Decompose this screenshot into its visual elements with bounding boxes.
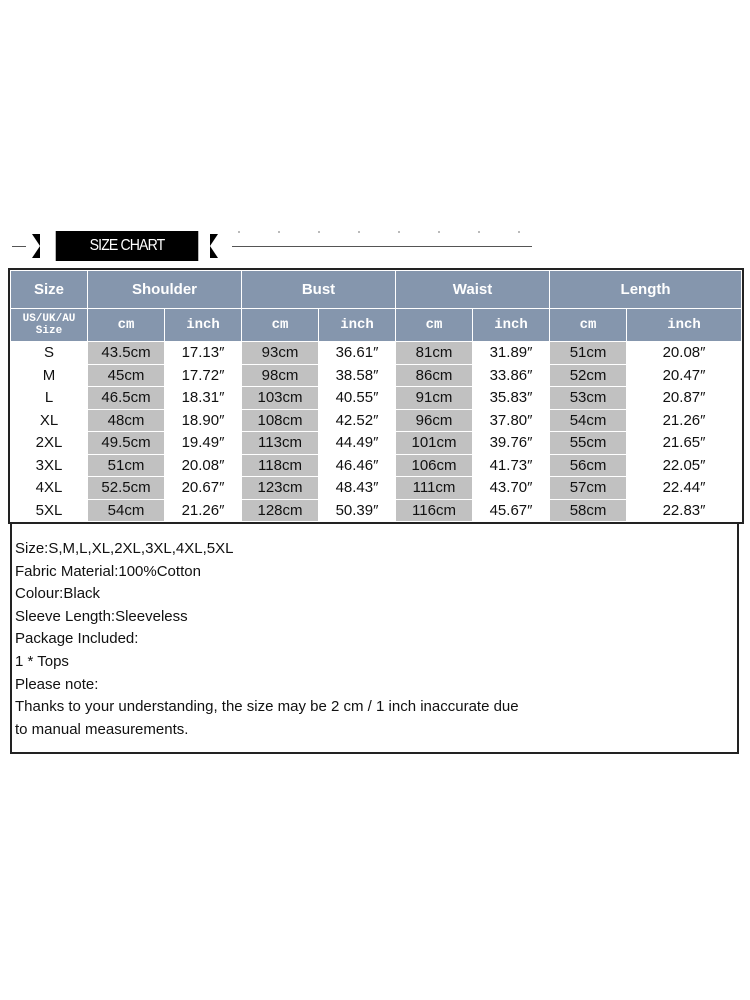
banner-dot — [438, 231, 440, 233]
banner-dot — [238, 231, 240, 233]
waist-cm-value: 111cm — [396, 477, 473, 500]
banner-dot — [318, 231, 320, 233]
table-row — [11, 409, 742, 432]
waist-inch-value: 31.89″ — [473, 342, 550, 365]
table-row — [11, 432, 742, 455]
banner-dot — [478, 231, 480, 233]
waist-inch-value: 33.86″ — [473, 364, 550, 387]
header-bust: Bust — [242, 271, 396, 309]
info-package-label: Package Included: — [15, 630, 139, 648]
length-cm-value: 53cm — [550, 387, 627, 410]
waist-cm-value: 86cm — [396, 364, 473, 387]
info-note-line1: Thanks to your understanding, the size may be 2 cm / 1 inch inaccurate due — [15, 698, 519, 716]
bust-inch-value: 48.43″ — [319, 477, 396, 500]
header-shoulder-cm: cm — [88, 309, 165, 342]
product-info-box — [10, 524, 739, 754]
shoulder-cm-value: 52.5cm — [88, 477, 165, 500]
shoulder-inch-value: 21.26″ — [165, 499, 242, 522]
info-fabric: Fabric Material:100%Cotton — [15, 562, 201, 580]
bust-inch-value: 44.49″ — [319, 432, 396, 455]
waist-inch-value: 45.67″ — [473, 499, 550, 522]
shoulder-cm-value: 46.5cm — [88, 387, 165, 410]
waist-cm-value: 81cm — [396, 342, 473, 365]
shoulder-cm-value: 49.5cm — [88, 432, 165, 455]
shoulder-cm-value: 43.5cm — [88, 342, 165, 365]
info-package-content: 1 * Tops — [15, 652, 69, 670]
header-shoulder-inch: inch — [165, 309, 242, 342]
table-row — [11, 342, 742, 365]
table-row — [11, 499, 742, 522]
size-value: L — [11, 387, 88, 410]
bust-inch-value: 42.52″ — [319, 409, 396, 432]
shoulder-inch-value: 18.31″ — [165, 387, 242, 410]
shoulder-cm-value: 54cm — [88, 499, 165, 522]
length-inch-value: 20.47″ — [627, 364, 742, 387]
size-value: 3XL — [11, 454, 88, 477]
header-bust-inch: inch — [319, 309, 396, 342]
waist-cm-value: 96cm — [396, 409, 473, 432]
bust-cm-value: 128cm — [242, 499, 319, 522]
shoulder-inch-value: 20.67″ — [165, 477, 242, 500]
bust-inch-value: 38.58″ — [319, 364, 396, 387]
header-size-region — [11, 309, 88, 342]
waist-inch-value: 39.76″ — [473, 432, 550, 455]
banner-ribbon-tail-left — [32, 234, 40, 258]
shoulder-cm-value: 45cm — [88, 364, 165, 387]
banner-dots — [232, 231, 532, 235]
waist-cm-value: 116cm — [396, 499, 473, 522]
header-waist: Waist — [396, 271, 550, 309]
table-unit-row — [11, 309, 742, 342]
length-inch-value: 20.87″ — [627, 387, 742, 410]
waist-cm-value: 91cm — [396, 387, 473, 410]
banner-line-right — [232, 246, 532, 247]
waist-inch-value: 37.80″ — [473, 409, 550, 432]
waist-cm-value: 101cm — [396, 432, 473, 455]
header-shoulder: Shoulder — [88, 271, 242, 309]
length-inch-value: 22.05″ — [627, 454, 742, 477]
size-chart-banner — [10, 228, 530, 264]
header-length: Length — [550, 271, 742, 309]
table-row — [11, 387, 742, 410]
banner-dot — [398, 231, 400, 233]
table-row — [11, 477, 742, 500]
header-waist-cm: cm — [396, 309, 473, 342]
header-size: Size — [11, 271, 88, 309]
waist-inch-value: 35.83″ — [473, 387, 550, 410]
table-row — [11, 454, 742, 477]
header-size-region-line2: Size — [35, 325, 63, 337]
length-inch-value: 22.44″ — [627, 477, 742, 500]
bust-cm-value: 93cm — [242, 342, 319, 365]
length-cm-value: 54cm — [550, 409, 627, 432]
shoulder-inch-value: 19.49″ — [165, 432, 242, 455]
bust-cm-value: 123cm — [242, 477, 319, 500]
shoulder-cm-value: 51cm — [88, 454, 165, 477]
bust-cm-value: 98cm — [242, 364, 319, 387]
bust-inch-value: 40.55″ — [319, 387, 396, 410]
size-value: 2XL — [11, 432, 88, 455]
banner-dot — [518, 231, 520, 233]
bust-cm-value: 108cm — [242, 409, 319, 432]
waist-cm-value: 106cm — [396, 454, 473, 477]
shoulder-inch-value: 17.13″ — [165, 342, 242, 365]
header-bust-cm: cm — [242, 309, 319, 342]
info-note-label: Please note: — [15, 675, 99, 693]
bust-cm-value: 103cm — [242, 387, 319, 410]
banner-title: SIZE CHART — [56, 231, 199, 261]
header-size-region-line1: US/UK/AU — [22, 313, 76, 325]
table-row — [11, 364, 742, 387]
size-value: 4XL — [11, 477, 88, 500]
length-cm-value: 57cm — [550, 477, 627, 500]
length-inch-value: 20.08″ — [627, 342, 742, 365]
info-sizes: Size:S,M,L,XL,2XL,3XL,4XL,5XL — [15, 540, 234, 557]
bust-cm-value: 118cm — [242, 454, 319, 477]
length-inch-value: 21.65″ — [627, 432, 742, 455]
size-value: S — [11, 342, 88, 365]
bust-inch-value: 46.46″ — [319, 454, 396, 477]
info-colour: Colour:Black — [15, 585, 101, 603]
shoulder-cm-value: 48cm — [88, 409, 165, 432]
length-cm-value: 55cm — [550, 432, 627, 455]
waist-inch-value: 41.73″ — [473, 454, 550, 477]
banner-dash-left — [12, 246, 26, 247]
size-value: XL — [11, 409, 88, 432]
bust-cm-value: 113cm — [242, 432, 319, 455]
bust-inch-value: 36.61″ — [319, 342, 396, 365]
size-value: M — [11, 364, 88, 387]
header-length-inch: inch — [627, 309, 742, 342]
banner-ribbon-tail-right — [210, 234, 218, 258]
shoulder-inch-value: 17.72″ — [165, 364, 242, 387]
header-waist-inch: inch — [473, 309, 550, 342]
waist-inch-value: 43.70″ — [473, 477, 550, 500]
length-cm-value: 51cm — [550, 342, 627, 365]
info-note-line2: to manual measurements. — [15, 720, 189, 738]
size-value: 5XL — [11, 499, 88, 522]
length-cm-value: 52cm — [550, 364, 627, 387]
banner-dot — [358, 231, 360, 233]
length-cm-value: 58cm — [550, 499, 627, 522]
length-inch-value: 22.83″ — [627, 499, 742, 522]
shoulder-inch-value: 18.90″ — [165, 409, 242, 432]
shoulder-inch-value: 20.08″ — [165, 454, 242, 477]
banner-dot — [278, 231, 280, 233]
length-inch-value: 21.26″ — [627, 409, 742, 432]
header-length-cm: cm — [550, 309, 627, 342]
bust-inch-value: 50.39″ — [319, 499, 396, 522]
length-cm-value: 56cm — [550, 454, 627, 477]
table-header-row — [11, 271, 742, 309]
info-sleeve: Sleeve Length:Sleeveless — [15, 607, 188, 625]
size-table — [10, 270, 742, 522]
